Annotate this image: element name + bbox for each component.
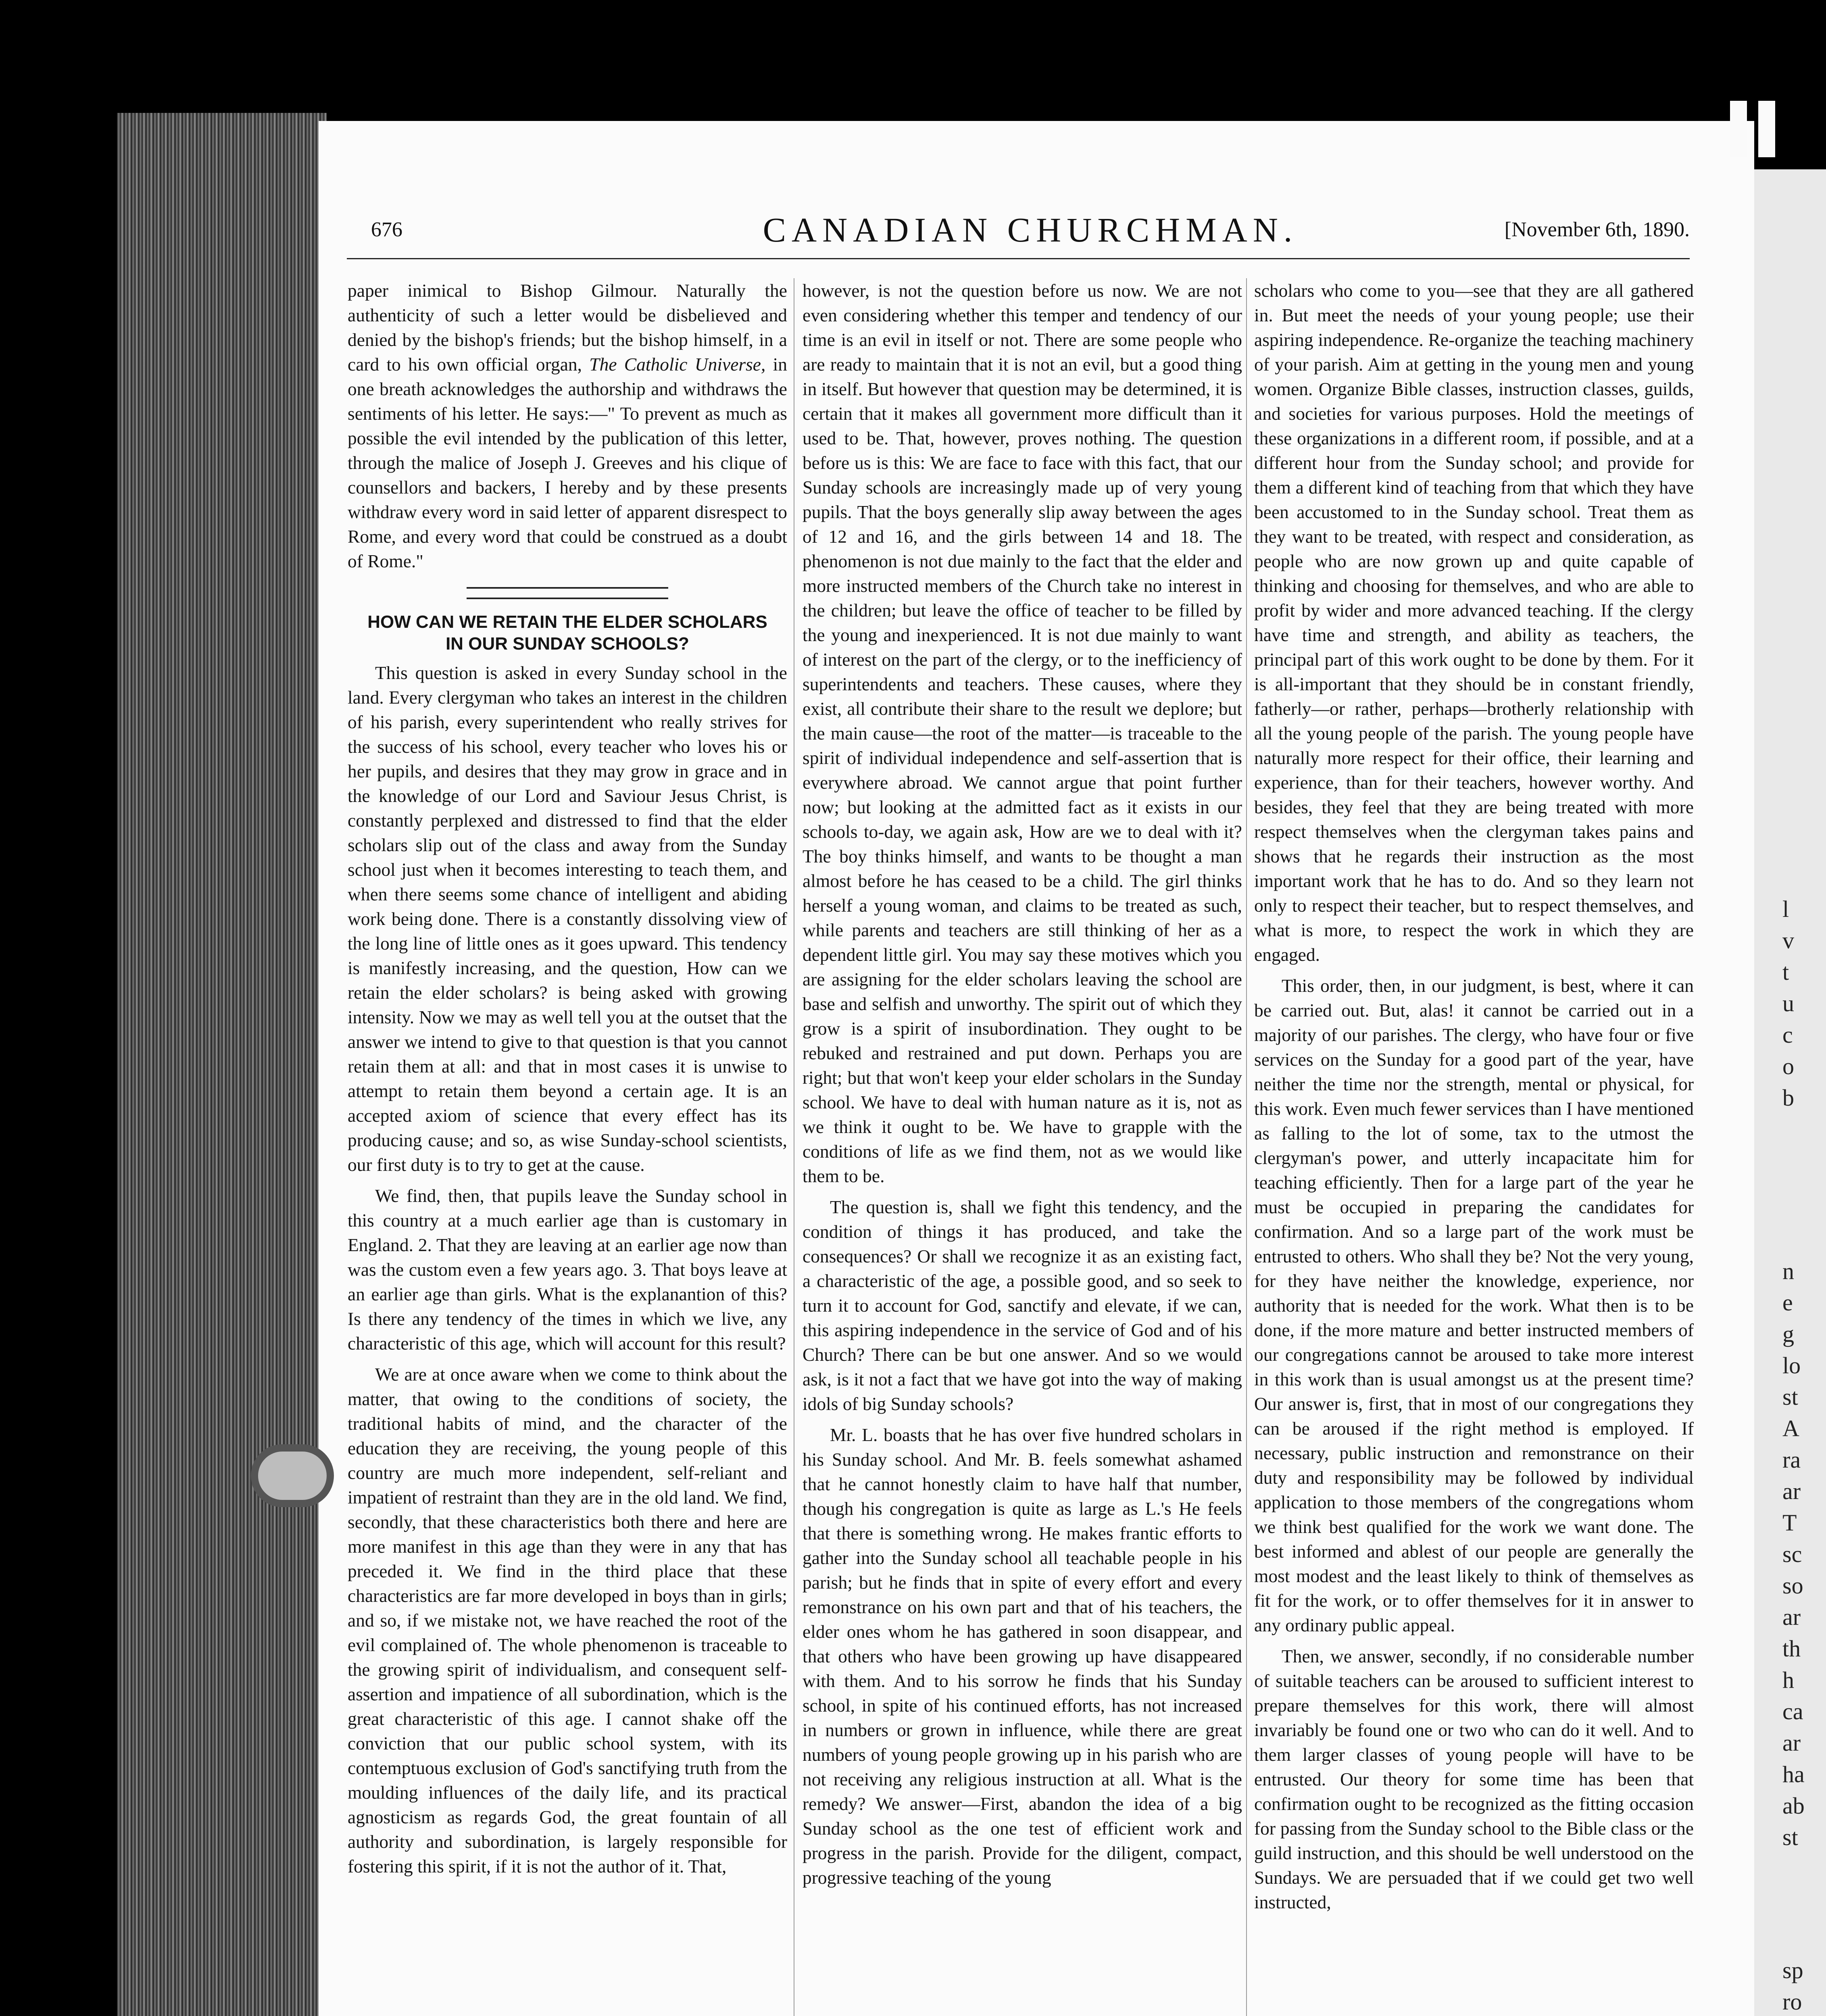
paragraph: We find, then, that pupils leave the Sunday school in this country at a much earlier age than is customary in England. 2. That they are leaving at an earlier age now than was the custom even a few years ago. 3. That boys leave at an earlier age than girls. What is the explanantion of this? Is there any tendency of the times in which we live, any characteristic of this age, which will account for this result? <box>348 1185 787 1354</box>
column-rule-2 <box>1246 278 1247 2016</box>
facing-page-fragment: ca <box>1782 1698 1803 1724</box>
binding-clip <box>258 1452 327 1500</box>
paragraph: scholars who come to you—see that they are all gathered in. But meet the needs of your young people; use their aspiring independence. Re-organize the teaching machinery of your parish. Aim at getting in the young men and young women. Organize Bible classes, instruction classes, guilds, and societies for various purposes. Hold the meetings of these organizations in a different room, if possible, and at a different hour from the Sunday school; and provide for them a different kind of teaching from that which they have been accustomed to in the Sunday school. Treat them as they want to be treated, with respect and consideration, as people who are now grown up and quite capable of thinking and choosing for themselves, and who are able to profit by wider and more advanced teaching. If the clergy have time and strength, and ability as teachers, the principal part of this work ought to be done by them. For it is all-important that they should be in constant friendly, fatherly—or rather, perhaps—brotherly relationship with all the young people of the parish. The young people have naturally more respect for their office, their learning and experience, than for their teachers, however worthy. And besides, they feel that they are being treated with more respect themselves when the clergyman takes pains and shows that he regards their instruction as the most important work that he has to do. And so they learn not only to respect their teacher, but to respect themselves, and what is more, to respect the work in which they are engaged. <box>1254 280 1694 965</box>
facing-page-fragment: l <box>1782 896 1789 922</box>
publication-name: The Catholic Universe, <box>589 354 766 375</box>
paragraph: however, is not the question before us now. We are not even considering whether this temper and tendency of our time is an evil in itself or not. There are some people who are ready to maintain that it is not an evil, but a good thing in itself. But however that question may be determined, it is certain that it makes all government more difficult than it used to be. That, however, proves nothing. The question before us is this: We are face to face with this fact, that our Sunday schools are increasingly made up of very young pupils. That the boys generally slip away between the ages of 12 and 16, and the girls between 14 and 18. The phenomenon is not due mainly to the fact that the elder and more instructed members of the Church take no interest in the children; but leave the office of teacher to be filled by the young and inexperienced. It is not due mainly to want of interest on the part of the clergy, or to the inefficiency of superintendents and teachers. These causes, where they exist, all contribute their share to the result we deplore; but the main cause—the root of the matter—is traceable to the spirit of individual independence and self-assertion that is everywhere abroad. We cannot argue that point further now; but looking at the admitted fact as it exists in our schools to-day, we again ask, How are we to deal with it? The boy thinks himself, and wants to be thought a man almost before he has ceased to be a child. The girl thinks herself a young woman, and claims to be treated as such, while parents and teachers are still thinking of her as a dependent little girl. You may say these motives which you are assigning for the elder scholars leaving the school are base and selfish and unworthy. The spirit out of which they grow is a spirit of insubordination. They ought to be rebuked and restrained and put down. Perhaps you are right; but that won't keep your elder scholars in the Sunday school. We have to deal with human nature as it is, not as we think it ought to be. We have to grapple with the conditions of life as we find them, not as we would like them to be. <box>803 280 1242 1186</box>
article-one-text-a: paper inimical to Bishop Gilmour. Naturally the authenticity of such a letter would be disbelieved and denied by the bishop's friends; but the bishop himself, in a card to his own official organ, <box>348 280 787 375</box>
facing-page-fragment: u <box>1782 990 1794 1016</box>
facing-page-fragment: sc <box>1782 1541 1802 1567</box>
facing-page-fragment: st <box>1782 1384 1798 1410</box>
facing-page-fragment: g <box>1782 1321 1794 1347</box>
paragraph: This order, then, in our judgment, is best, where it can be carried out. But, alas! it cannot be carried out in a majority of our parishes. The clergy, who have four or five services on the Sunday for a good part of the year, have neither the time nor the strength, mental or physical, for this work. Even much fewer services than I have mentioned as falling to the lot of some, tax to the utmost the clergyman's power, and utterly incapacitate him for teaching efficiently. Then for a large part of the year he must be occupied in preparing the candidates for confirmation. And so a large part of the work must be entrusted to others. Who shall they be? Not the very young, for they have neither the knowledge, experience, nor authority that is needed for the work. What then is to be done, if the more mature and better instructed members of our congregations cannot be aroused to take more interest in this work than is usual amongst us at the present time? Our answer is, first, that in most of our congregations they can be aroused if the right method is employed. If necessary, public instruction and remonstrance on their duty and responsibility may be followed by individual application to those members of the congregations whom we think best qualified for the work we want done. The best informed and ablest of our people are generally the most modest and the least likely to think of themselves as fit for the work, or to offer themselves for it in answer to any ordinary public appeal. <box>1254 975 1694 1635</box>
facing-page <box>1754 169 1826 2016</box>
facing-page-fragment: v <box>1782 927 1794 954</box>
facing-page-fragment: so <box>1782 1572 1803 1599</box>
book-page-edges <box>117 113 327 2016</box>
paragraph: Mr. L. boasts that he has over five hundred scholars in his Sunday school. And Mr. B. feels somewhat ashamed that he cannot honestly claim to have half that number, though his congregation is quite as large as L.'s He feels that there is something wrong. He makes frantic efforts to gather into the Sunday school all teachable people in his parish; but he finds that in spite of every effort and every remonstrance on his own part and that of his teachers, the elder ones whom he has gathered in soon disappear, and that others who have been growing up have disappeared with them. And to his sorrow he finds that his Sunday school, in spite of his continued efforts, has not increased in numbers or grown in influence, while there are great numbers of young people growing up in his parish who are not receiving any religious instruction at all. What is the remedy? We answer—First, abandon the idea of a big Sunday school as the one test of efficient work and progress in the parish. Provide for the diligent, compact, progressive teaching of the young <box>803 1425 1242 1888</box>
paragraph: We are at once aware when we come to think about the matter, that owing to the conditions of society, the traditional habits of mind, and the character of the education they are receiving, the young people of this country are much more independent, self-reliant and impatient of restraint than they are in the old land. We find, secondly, that these characteristics both there and here are more manifest in this age than they were in any that has preceded it. We find in the third place that these characteristics are far more developed in boys than in girls; and so, if we mistake not, we have reached the root of the evil complained of. The whole phenomenon is traceable to the growing spirit of individualism, and consequent self-assertion and impatience of all subordination, which is the great characteristic of this age. I cannot shake off the conviction that our public school system, with its contemptuous exclusion of God's sanctifying truth from the moulding influences of the daily life, and its practical agnosticism as regards God, the great fountain of all authority and subordination, is largely responsible for fostering this spirit, if it is not the author of it. That, <box>348 1364 787 1876</box>
facing-page-fragment: h <box>1782 1667 1794 1693</box>
registration-mark-top-right <box>1758 101 1775 157</box>
facing-page-fragment: ab <box>1782 1793 1805 1819</box>
facing-page-fragment: ra <box>1782 1447 1801 1473</box>
facing-page-fragment: th <box>1782 1635 1801 1662</box>
article-one-paragraph <box>348 278 787 573</box>
facing-page-fragment: ar <box>1782 1730 1801 1756</box>
column-3 <box>1254 278 1694 2016</box>
facing-page-fragment: n <box>1782 1258 1794 1284</box>
facing-page-fragment: o <box>1782 1053 1794 1079</box>
issue-date: [November 6th, 1890. <box>1504 218 1690 241</box>
paragraph: The question is, shall we fight this tendency, and the condition of things it has produced, and take the consequences? Or shall we recognize it as an existing fact, a characteristic of the age, a possible good, and so seek to turn it to account for God, sanctify and elevate, if we can, this aspiring independence in the service of God and of his Church? There can be but one answer. And so we would ask, is it not a fact that we have got into the way of making idols of big Sunday schools? <box>803 1197 1242 1414</box>
facing-page-text <box>1754 895 1826 2016</box>
column-2 <box>803 278 1242 2016</box>
facing-page-fragment: t <box>1782 959 1789 985</box>
header-rule <box>347 258 1690 259</box>
facing-page-fragment: T <box>1782 1510 1797 1536</box>
article-heading-line-1: HOW CAN WE RETAIN THE ELDER SCHOLARS <box>367 612 767 632</box>
facing-page-fragment: ha <box>1782 1761 1805 1787</box>
facing-page-fragment: ro <box>1782 1989 1802 2015</box>
facing-page-fragment: lo <box>1782 1352 1801 1379</box>
article-separator <box>467 587 668 599</box>
facing-page-fragment: c <box>1782 1022 1793 1048</box>
facing-page-fragment: sp <box>1782 1957 1803 1983</box>
facing-page-fragment: A <box>1782 1415 1799 1441</box>
journal-title: CANADIAN CHURCHMAN. <box>763 210 1298 249</box>
running-head <box>371 210 1690 258</box>
facing-page-fragment: b <box>1782 1085 1794 1111</box>
article-heading <box>348 611 787 655</box>
paragraph: Then, we answer, secondly, if no considerable number of suitable teachers can be aroused to sufficient interest to prepare themselves for this work, there will almost invariably be found one or two who can do it well. And to them larger classes of young people will have to be entrusted. Our theory for some time has been that confirmation ought to be recognized as the fitting occasion for passing from the Sunday school to the Bible class or the guild instruction, and this should be well understood on the Sundays. We are persuaded that if we could get two well instructed, <box>1254 1646 1694 1912</box>
column-1 <box>348 278 787 2016</box>
facing-page-fragment: ar <box>1782 1478 1801 1504</box>
paragraph: This question is asked in every Sunday school in the land. Every clergyman who takes an interest in the children of his parish, every superintendent who really strives for the success of his school, every teacher who loves his or her pupils, and desires that they may grow in grace and in the knowledge of our Lord and Saviour Jesus Christ, is constantly perplexed and distressed to find that the elder scholars slip out of the class and away from the Sunday school just when it becomes interesting to teach them, and when there seems some chance of intelligent and abiding work being done. There is a constantly dissolving view of the long line of little ones as it goes upward. This tendency is manifestly increasing, and the question, How can we retain the elder scholars? is being asked with growing intensity. Now we may as well tell you at the outset that the answer we intend to give to that question is that you cannot retain them at all: and that in most cases it is unwise to attempt to retain them beyond a certain age. It is an accepted axiom of science that every effect has its producing cause; and so, as wise Sunday-school scientists, our first duty is to try to get at the cause. <box>348 662 787 1175</box>
page-number: 676 <box>371 218 402 241</box>
registration-mark-top-left <box>1730 101 1747 157</box>
facing-page-fragment: st <box>1782 1824 1798 1850</box>
facing-page-fragment: e <box>1782 1289 1793 1316</box>
article-one-text-b: in one breath acknowledges the authorship and withdraws the sentiments of his letter. He says:—" To prevent as much as possible the evil intended by the publication of this letter, through the malice of Joseph J. Greeves and his clique of counsellors and backers, I hereby and by these presents withdraw every word in said letter of apparent disrespect to Rome, and every word that could be construed as a doubt of Rome." <box>348 354 787 571</box>
article-heading-line-2: IN OUR SUNDAY SCHOOLS? <box>446 634 689 654</box>
facing-page-fragment: ar <box>1782 1604 1801 1630</box>
